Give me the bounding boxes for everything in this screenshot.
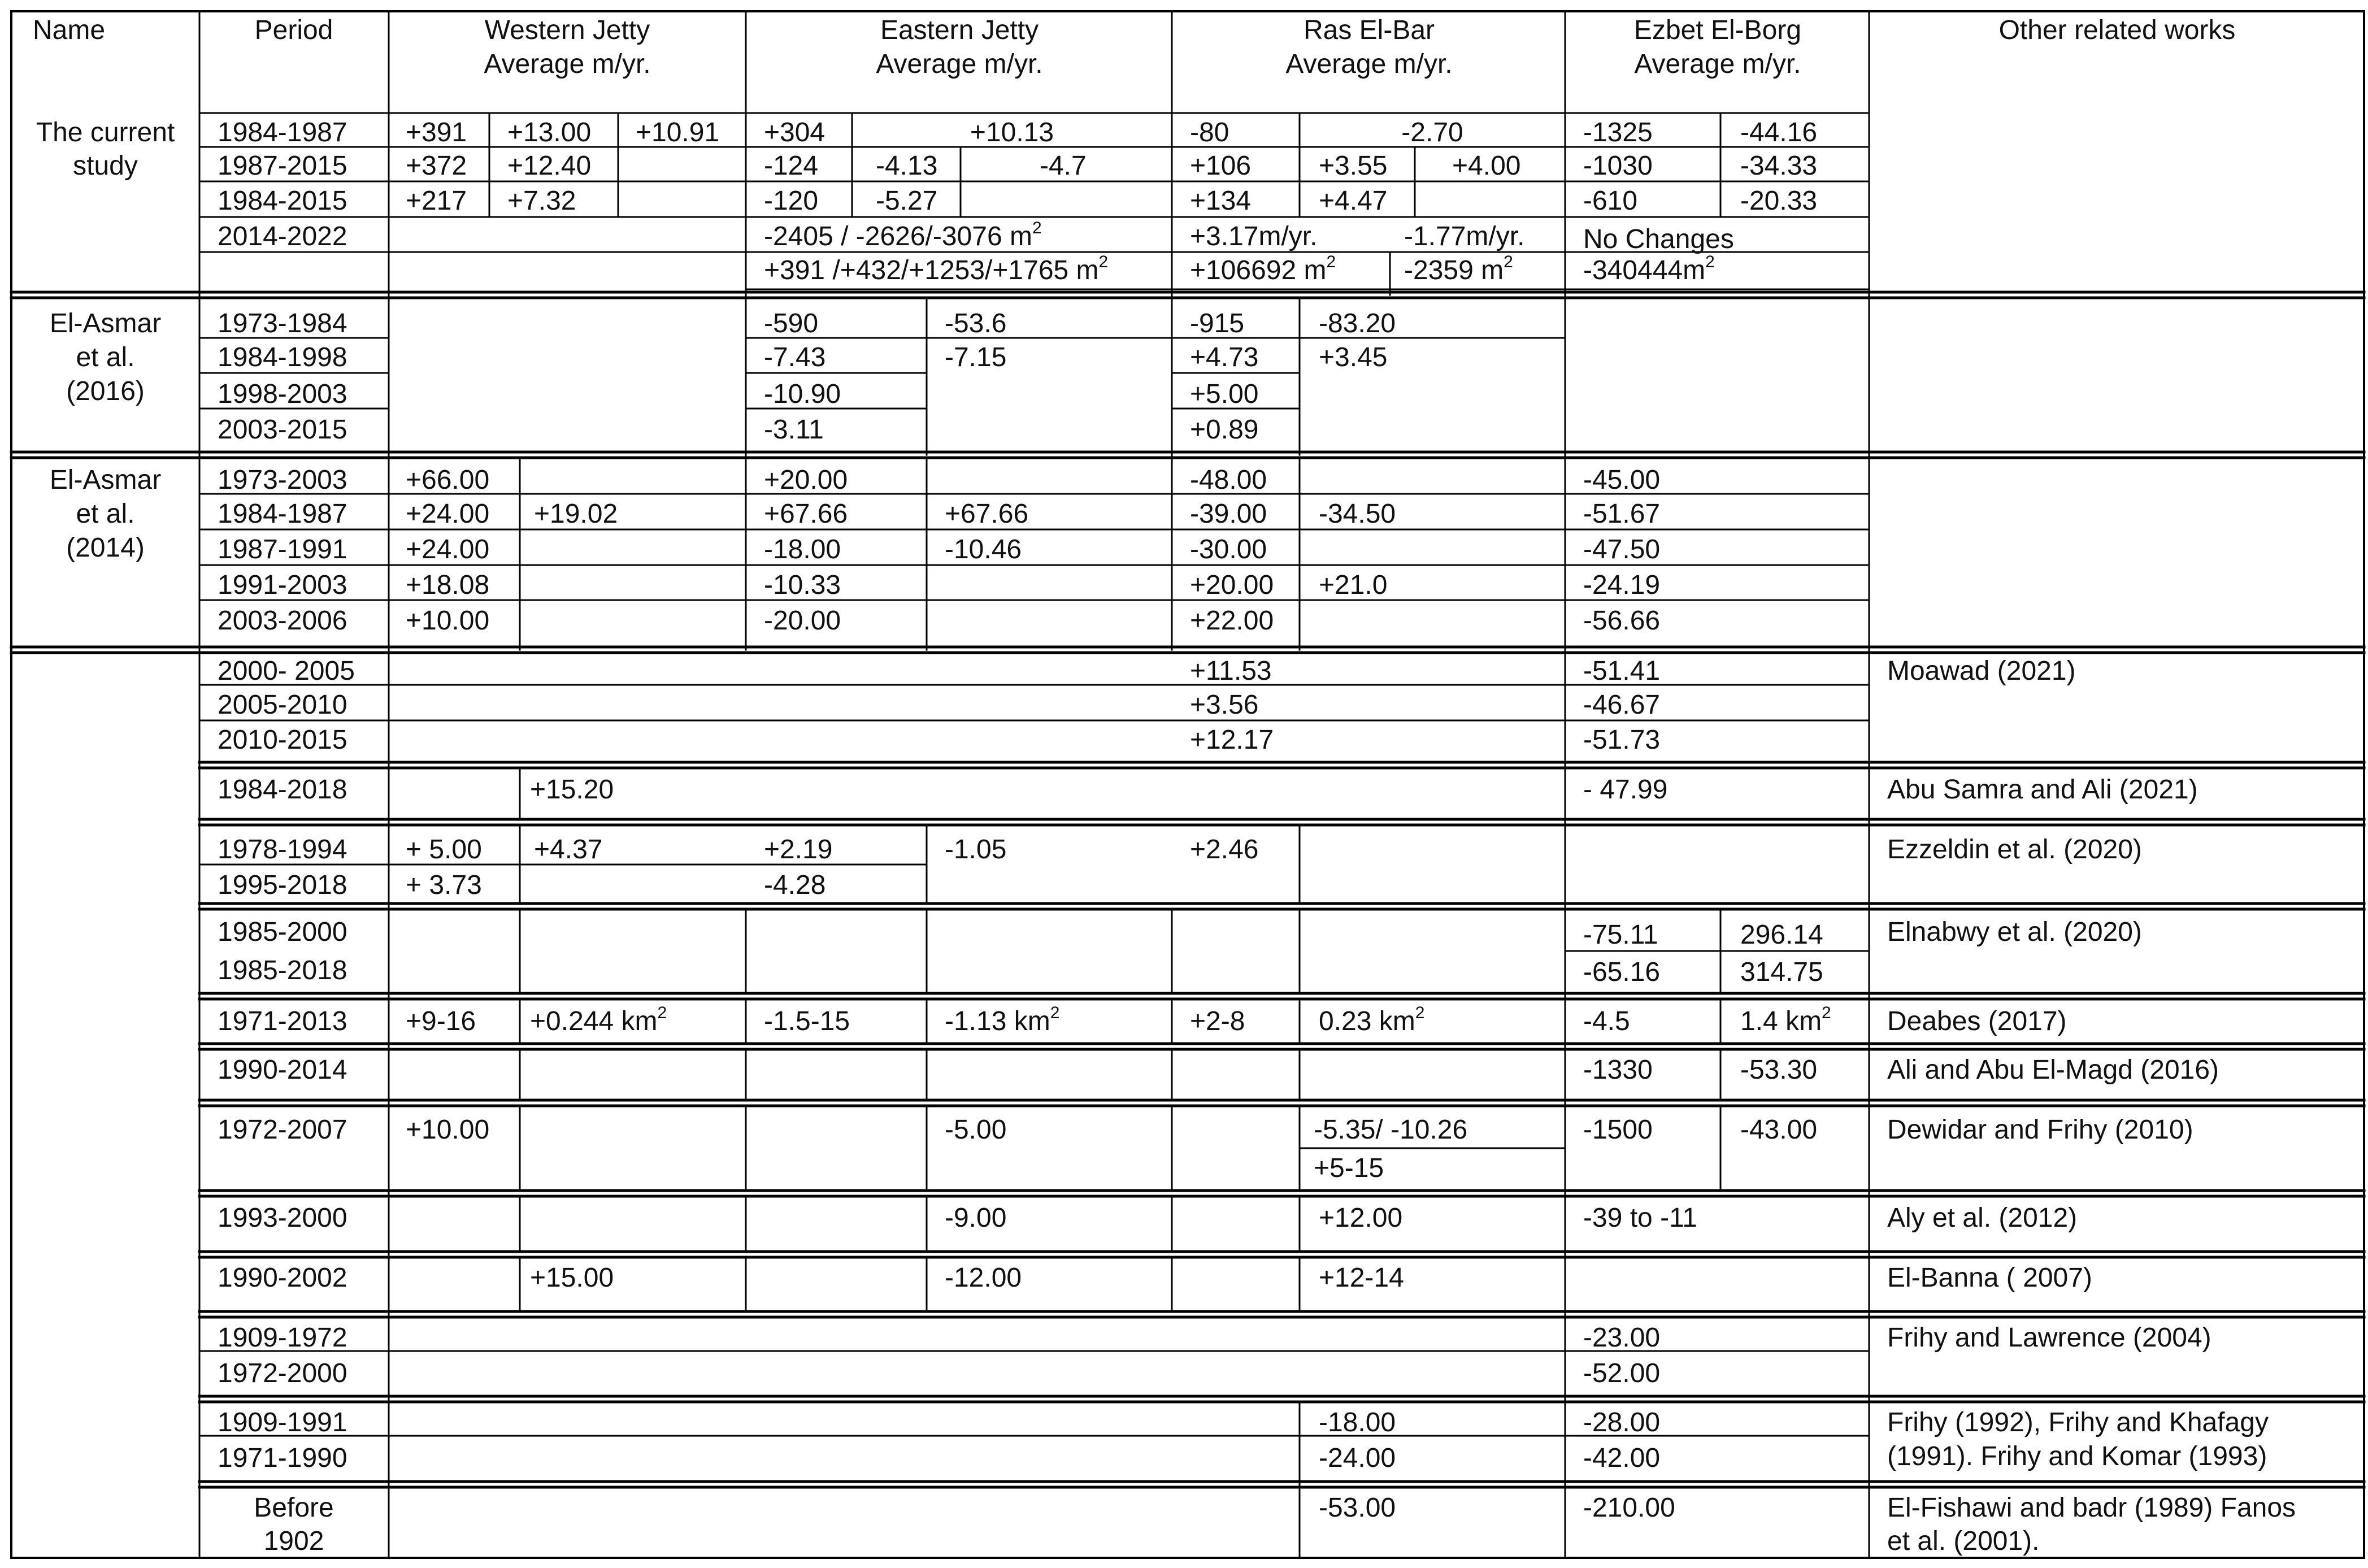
western-rate: +13.00 [507, 118, 592, 147]
western-average: +10.91 [636, 118, 720, 147]
rasbar-rate: -53.00 [1319, 1493, 1396, 1523]
period-cell: 1987-1991 [218, 535, 347, 564]
western-value: +217 [406, 186, 467, 216]
period-cell: 2005-2010 [218, 690, 347, 720]
western-rate: +7.32 [507, 186, 576, 216]
period-cell: 1909-1991 [218, 1408, 347, 1437]
eastern-value: +20.00 [764, 465, 848, 495]
header-period: Period [254, 15, 333, 45]
ezbet-value: -51.67 [1583, 499, 1661, 529]
eastern-value: -10.90 [764, 379, 841, 409]
period-cell: 1909-1972 [218, 1323, 347, 1353]
reference-citation: Ali and Abu El-Magd (2016) [1887, 1055, 2219, 1085]
eastern-rate: +67.66 [945, 499, 1029, 529]
header-eastern-unit: Average m/yr. [876, 49, 1043, 79]
ezbet-value: -65.16 [1583, 957, 1661, 987]
period-cell: 1902 [263, 1526, 324, 1556]
ezbet-rate: -43.00 [1740, 1115, 1818, 1145]
study-name-line1: El-Asmar [49, 465, 162, 495]
eastern-area: -1.13 $km^2$ [945, 1004, 1060, 1036]
ezbet-value: -47.50 [1583, 535, 1661, 564]
rasbar-rate: +21.0 [1319, 570, 1388, 600]
study-name-line1: El-Asmar [49, 309, 162, 338]
western-average: +19.02 [534, 499, 618, 529]
ezbet-rate: 314.75 [1740, 957, 1823, 987]
western-rate: +4.37 [534, 835, 603, 865]
period-cell: 1978-1994 [218, 835, 347, 865]
western-area: +0.244 $km^2$ [530, 1004, 667, 1036]
eastern-value: -590 [764, 309, 819, 338]
western-value: +24.00 [406, 535, 490, 564]
study-name-line3: (2016) [66, 376, 145, 406]
eastern-value: -4.28 [764, 870, 826, 900]
study-name-line2: et al. [76, 499, 135, 529]
eastern-area-change-2: +391 /+432/+1253/+1765 $m^2$ [764, 253, 1109, 285]
eastern-rate: -10.46 [945, 535, 1022, 564]
rasbar-area-change: -2359 $m^2$ [1404, 253, 1513, 285]
eastern-value: -3.11 [764, 415, 824, 445]
rasbar-rate: -83.20 [1319, 309, 1396, 338]
ezbet-rate: -53.30 [1740, 1055, 1818, 1085]
rasbar-rate: -5.35/ -10.26 [1314, 1115, 1468, 1145]
western-value: +9-16 [406, 1006, 476, 1036]
eastern-value: -120 [764, 186, 819, 216]
reference-citation: Frihy (1992), Frihy and Khafagy [1887, 1408, 2269, 1437]
rasbar-area-change: +106692 $m^2$ [1190, 253, 1336, 285]
reference-citation: Frihy and Lawrence (2004) [1887, 1323, 2211, 1353]
eastern-area-change-1: -2405 / -2626/-3076 $m^2$ [764, 219, 1042, 251]
period-cell: 2003-2006 [218, 606, 347, 636]
period-cell: 1984-1998 [218, 342, 347, 372]
header-eastern-title: Eastern Jetty [880, 15, 1039, 45]
ezbet-value: -52.00 [1583, 1358, 1661, 1388]
period-cell: 1972-2000 [218, 1358, 347, 1388]
period-cell: 1985-2000 [218, 917, 347, 947]
reference-citation: Aly et al. (2012) [1887, 1203, 2078, 1233]
header-rasbar-title: Ras El-Bar [1303, 15, 1435, 45]
header-western-title: Western Jetty [484, 15, 650, 45]
eastern-value: +304 [764, 118, 825, 147]
western-rate: +15.20 [530, 775, 614, 805]
header-name: Name [33, 15, 106, 45]
ezbet-value: -45.00 [1583, 465, 1661, 495]
period-cell: 1984-1987 [218, 118, 347, 147]
period-cell: 1990-2002 [218, 1263, 347, 1293]
rasbar-value: -915 [1190, 309, 1245, 338]
rasbar-rate: -2.70 [1401, 118, 1463, 147]
western-value: +18.08 [406, 570, 490, 600]
reference-citation: El-Fishawi and badr (1989) Fanos [1887, 1493, 2296, 1523]
study-name-line2: et al. [76, 342, 135, 372]
period-cell: 1991-2003 [218, 570, 347, 600]
period-cell: 1984-1987 [218, 499, 347, 529]
rasbar-value: -39.00 [1190, 499, 1267, 529]
ezbet-value: -1500 [1583, 1115, 1653, 1145]
ezbet-rate: -34.33 [1740, 151, 1818, 181]
ezbet-rate: -44.16 [1740, 118, 1818, 147]
reference-citation: Deabes (2017) [1887, 1006, 2067, 1036]
ezbet-area-change: $-340444m^2$ [1583, 253, 1715, 285]
western-rate: +15.00 [530, 1263, 614, 1293]
western-value: +24.00 [406, 499, 490, 529]
ezbet-value: -42.00 [1583, 1443, 1661, 1473]
eastern-rate: -5.27 [876, 186, 938, 216]
western-value: +10.00 [406, 606, 490, 636]
period-cell: 2003-2015 [218, 415, 347, 445]
rasbar-average: +4.00 [1452, 151, 1521, 181]
period-cell: 1987-2015 [218, 151, 347, 181]
ezbet-value: -4.5 [1583, 1006, 1630, 1036]
rasbar-value: +134 [1190, 186, 1252, 216]
rasbar-value: +22.00 [1190, 606, 1274, 636]
reference-citation: Dewidar and Frihy (2010) [1887, 1115, 2193, 1145]
period-cell: 2010-2015 [218, 725, 347, 755]
rasbar-value: +3.56 [1190, 690, 1259, 720]
eastern-rate: -1.05 [945, 835, 1007, 865]
rasbar-value: -30.00 [1190, 535, 1267, 564]
ezbet-area: 1.4 $km^2$ [1740, 1004, 1831, 1036]
rasbar-value: +11.53 [1190, 656, 1272, 686]
reference-citation: et al. (2001). [1887, 1526, 2040, 1556]
eastern-rate: -53.6 [945, 309, 1007, 338]
period-cell: 1993-2000 [218, 1203, 347, 1233]
western-value: +372 [406, 151, 467, 181]
ezbet-value: - 47.99 [1583, 775, 1668, 805]
ezbet-rate: -20.33 [1740, 186, 1818, 216]
header-rasbar-unit: Average m/yr. [1285, 49, 1453, 79]
period-cell: 1990-2014 [218, 1055, 347, 1085]
rasbar-value: +106 [1190, 151, 1252, 181]
period-cell: 1973-1984 [218, 309, 347, 338]
reference-citation: Abu Samra and Ali (2021) [1887, 775, 2198, 805]
eastern-value: -7.43 [764, 342, 826, 372]
ezbet-value: -24.19 [1583, 570, 1661, 600]
ezbet-value: -28.00 [1583, 1408, 1661, 1437]
rasbar-rate: +12-14 [1319, 1263, 1404, 1293]
rasbar-value: +20.00 [1190, 570, 1274, 600]
eastern-value: +67.66 [764, 499, 848, 529]
eastern-value: -10.33 [764, 570, 841, 600]
period-cell: 2000- 2005 [218, 656, 355, 686]
period-cell: 2014-2022 [218, 221, 347, 251]
western-rate: +12.40 [507, 151, 592, 181]
period-cell: 1972-2007 [218, 1115, 347, 1145]
western-value: +66.00 [406, 465, 490, 495]
eastern-rate: -9.00 [945, 1203, 1007, 1233]
western-value: + 5.00 [406, 835, 482, 865]
ezbet-value: -1330 [1583, 1055, 1653, 1085]
reference-citation: El-Banna ( 2007) [1887, 1263, 2092, 1293]
period-cell: Before [254, 1493, 334, 1523]
eastern-rate: +10.13 [970, 118, 1054, 147]
period-cell: 1971-1990 [218, 1443, 347, 1473]
ezbet-no-change: No Changes [1583, 224, 1734, 254]
eastern-value: -124 [764, 151, 819, 181]
ezbet-rate: 296.14 [1740, 920, 1823, 950]
period-cell: 1984-2018 [218, 775, 347, 805]
period-cell: 1985-2018 [218, 955, 347, 985]
rasbar-area: 0.23 $km^2$ [1319, 1004, 1425, 1036]
ezbet-value: -1325 [1583, 118, 1653, 147]
study-name-line2: study [73, 151, 138, 181]
western-value: + 3.73 [406, 870, 482, 900]
ezbet-value: -75.11 [1583, 920, 1658, 950]
rasbar-value: +2-8 [1190, 1006, 1245, 1036]
rasbar-value: +12.17 [1190, 725, 1274, 755]
rasbar-rate: +5-15 [1314, 1153, 1384, 1183]
eastern-value: -18.00 [764, 535, 841, 564]
period-cell: 1971-2013 [218, 1006, 347, 1036]
reference-citation: (1991). Frihy and Komar (1993) [1887, 1441, 2267, 1471]
ezbet-value: -39 to -11 [1583, 1203, 1697, 1233]
ezbet-value: -56.66 [1583, 606, 1661, 636]
western-value: +10.00 [406, 1115, 490, 1145]
rasbar-value: +0.89 [1190, 415, 1259, 445]
rasbar-value: -48.00 [1190, 465, 1267, 495]
rasbar-rate-2014: -1.77m/yr. [1404, 221, 1525, 251]
rasbar-rate: -34.50 [1319, 499, 1396, 529]
eastern-value: -20.00 [764, 606, 841, 636]
rasbar-rate: +4.47 [1319, 186, 1388, 216]
reference-citation: Moawad (2021) [1887, 656, 2076, 686]
rasbar-value: +4.73 [1190, 342, 1259, 372]
ezbet-value: -51.73 [1583, 725, 1661, 755]
header-western-unit: Average m/yr. [484, 49, 651, 79]
study-name-line3: (2014) [66, 533, 145, 563]
eastern-rate: -4.13 [876, 151, 938, 181]
eastern-rate: -12.00 [945, 1263, 1022, 1293]
reference-citation: Ezzeldin et al. (2020) [1887, 835, 2142, 865]
rasbar-rate: +3.55 [1319, 151, 1388, 181]
western-value: +391 [406, 118, 467, 147]
ezbet-value: -610 [1583, 186, 1638, 216]
ezbet-value: -46.67 [1583, 690, 1661, 720]
period-cell: 1995-2018 [218, 870, 347, 900]
rasbar-rate: +3.45 [1319, 342, 1388, 372]
reference-citation: Elnabwy et al. (2020) [1887, 917, 2142, 947]
ezbet-value: -51.41 [1583, 656, 1661, 686]
study-name-line1: The current [36, 118, 175, 147]
rasbar-value: -80 [1190, 118, 1229, 147]
header-ezbet-title: Ezbet El-Borg [1633, 15, 1802, 45]
ezbet-value: -210.00 [1583, 1493, 1675, 1523]
rasbar-value: +5.00 [1190, 379, 1259, 409]
ezbet-value: -23.00 [1583, 1323, 1661, 1353]
ezbet-value: -1030 [1583, 151, 1653, 181]
rasbar-rate-2014: +3.17m/yr. [1190, 221, 1318, 251]
rasbar-rate: -18.00 [1319, 1408, 1396, 1437]
period-cell: 1984-2015 [218, 186, 347, 216]
rasbar-value: +2.46 [1190, 835, 1259, 865]
header-other-works: Other related works [1998, 15, 2236, 45]
eastern-rate: -5.00 [945, 1115, 1007, 1145]
period-cell: 1998-2003 [218, 379, 347, 409]
eastern-value: +2.19 [764, 835, 833, 865]
rasbar-rate: -24.00 [1319, 1443, 1396, 1473]
eastern-rate: -7.15 [945, 342, 1007, 372]
period-cell: 1973-2003 [218, 465, 347, 495]
header-ezbet-unit: Average m/yr. [1634, 49, 1801, 79]
eastern-average: -4.7 [1040, 151, 1087, 181]
eastern-value: -1.5-15 [764, 1006, 850, 1036]
rasbar-rate: +12.00 [1319, 1203, 1403, 1233]
